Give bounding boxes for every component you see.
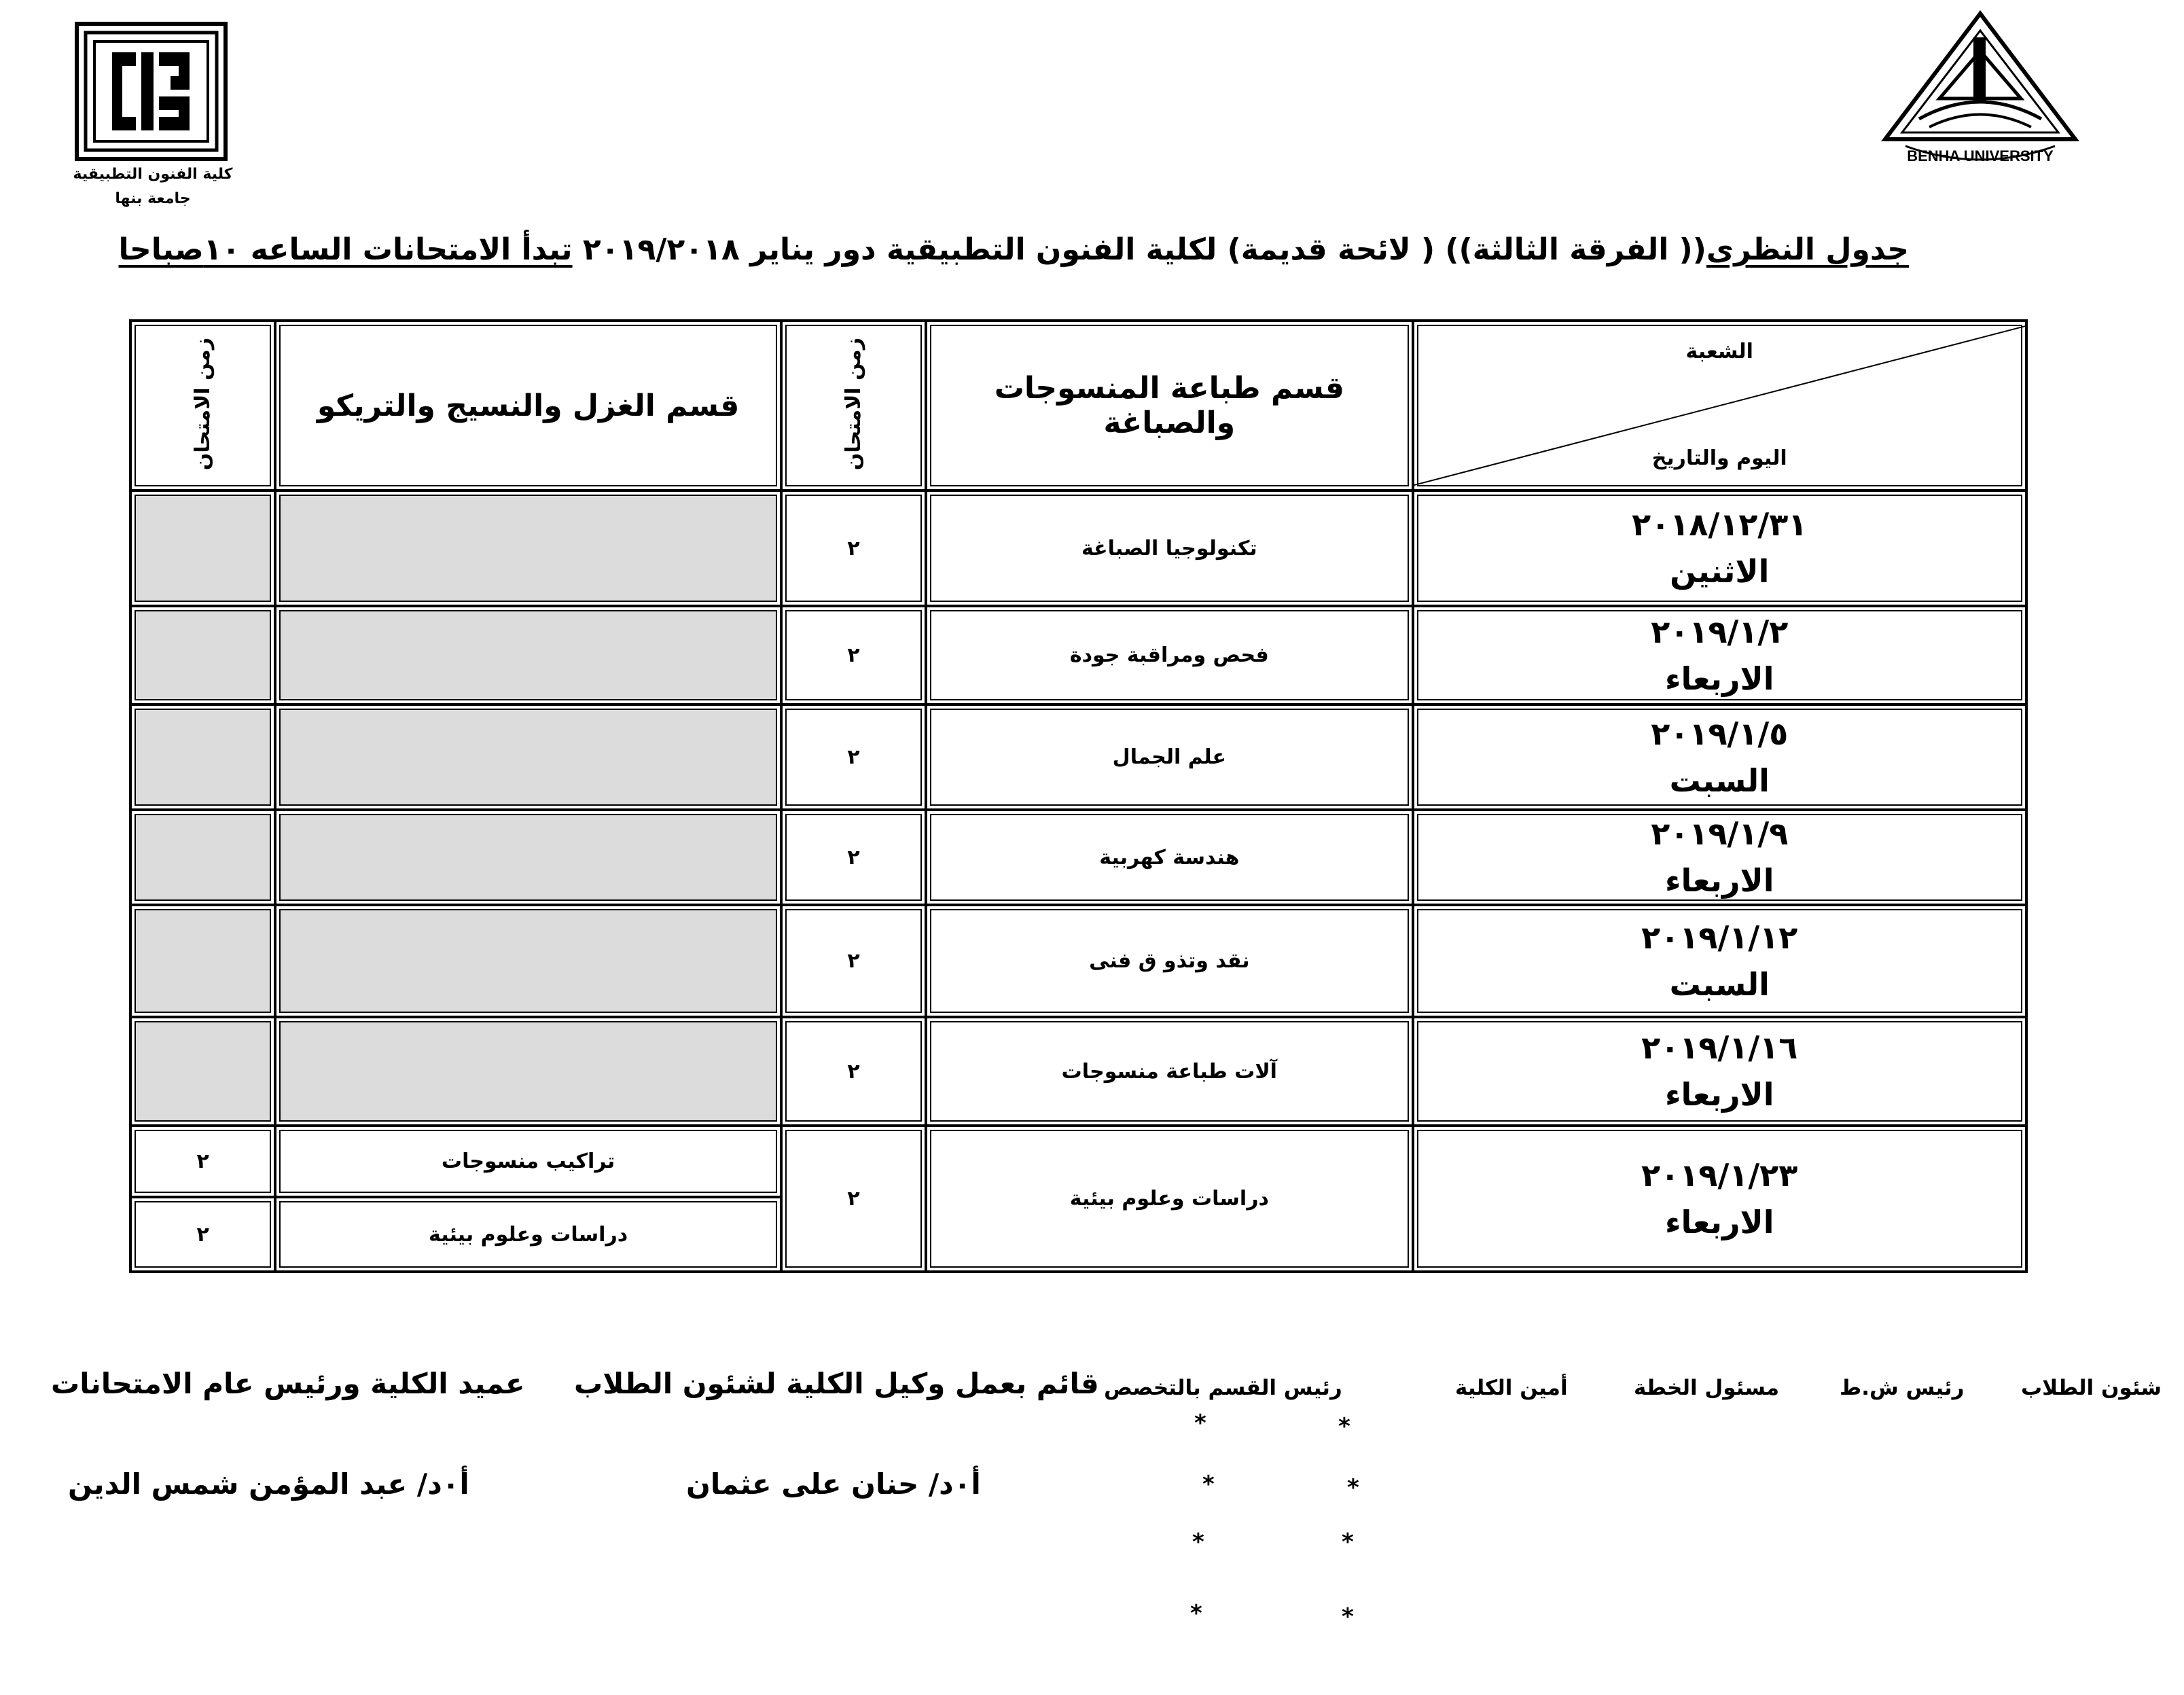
dean-title: عميد الكلية ورئيس عام الامتحانات (51, 1367, 525, 1400)
empty-shaded-cell (275, 490, 781, 606)
duration-cell: ٢ (781, 606, 926, 704)
dept1-header: قسم طباعة المنسوجات والصباغة (926, 321, 1412, 490)
date-cell: ٢٠١٩/١/٥ السبت (1413, 704, 2027, 810)
duration-cell: ٢ (781, 810, 926, 905)
table-header-row (130, 321, 2026, 490)
star-mark: * (1347, 1474, 1359, 1501)
date-cell: ٢٠١٩/١/٢٣ الاربعاء (1413, 1126, 2027, 1272)
subject-cell: آلات طباعة منسوجات (926, 1017, 1412, 1126)
empty-shaded-cell (130, 490, 275, 606)
duration-cell: ٢ (781, 905, 926, 1017)
corner-header-cell (1413, 321, 2027, 490)
faculty-secretary-label: أمين الكلية (1455, 1376, 1568, 1400)
table-row (130, 704, 2026, 810)
vice-dean-name: أ٠د/ حنان على عثمان (686, 1467, 981, 1501)
empty-shaded-cell (130, 606, 275, 704)
student-affairs-label: شئون الطلاب (2021, 1376, 2162, 1400)
page-title (118, 232, 1909, 267)
date-cell: ٢٠١٩/١/٩ الاربعاء (1413, 810, 2027, 905)
date-cell: ٢٠١٩/١/١٢ السبت (1413, 905, 2027, 1017)
duration-cell: ٢ (781, 490, 926, 606)
empty-shaded-cell (275, 704, 781, 810)
empty-shaded-cell (130, 704, 275, 810)
title-tail: تبدأ الامتحانات الساعه ١٠صباحا (118, 232, 573, 267)
empty-shaded-cell (130, 810, 275, 905)
empty-shaded-cell (275, 1017, 781, 1126)
dept-head-label: رئيس القسم بالتخصص (1104, 1376, 1342, 1400)
duration-cell: ٢ (781, 1017, 926, 1126)
subject-cell: فحص ومراقبة جودة (926, 606, 1412, 704)
star-mark: * (1190, 1600, 1202, 1627)
subject-cell: نقد وتذو ق فنى (926, 905, 1412, 1017)
title-lead: جدول النظرى (1706, 232, 1909, 267)
faculty-logo-line2: جامعة بنها (115, 190, 191, 207)
subject-cell: تكنولوجيا الصباغة (926, 490, 1412, 606)
table-row (130, 1126, 2026, 1197)
corner-bottom-label: اليوم والتاريخ (1651, 446, 1787, 470)
university-emblem-icon (1878, 10, 2082, 166)
date-cell: ٢٠١٨/١٢/٣١ الاثنين (1413, 490, 2027, 606)
subject-cell: هندسة كهربية (926, 810, 1412, 905)
date-cell: ٢٠١٩/١/١٦ الاربعاء (1413, 1017, 2027, 1126)
faculty-logo-line1: كلية الفنون التطبيقية (73, 166, 233, 183)
star-mark: * (1338, 1413, 1350, 1440)
faculty-emblem-icon (75, 22, 228, 161)
university-logo (1878, 10, 2082, 166)
subject-cell: تراكيب منسوجات (275, 1126, 781, 1197)
faculty-logo (68, 22, 238, 212)
star-mark: * (1202, 1471, 1215, 1498)
table-row (130, 490, 2026, 606)
table-row (130, 905, 2026, 1017)
star-mark: * (1342, 1603, 1354, 1630)
empty-shaded-cell (275, 606, 781, 704)
head-student-affairs-label: رئيس ش.ط (1840, 1376, 1965, 1400)
empty-shaded-cell (130, 1017, 275, 1126)
duration-cell: ٢ (130, 1126, 275, 1197)
duration-cell: ٢ (781, 704, 926, 810)
subject-cell: دراسات وعلوم بيئية (275, 1197, 781, 1272)
vice-dean-title: قائم بعمل وكيل الكلية لشئون الطلاب (574, 1367, 1099, 1400)
duration-cell: ٢ (781, 1126, 926, 1272)
star-mark: * (1192, 1529, 1204, 1556)
dept1-duration-header: زمن الامتحان (781, 321, 926, 490)
subject-cell: دراسات وعلوم بيئية (926, 1126, 1412, 1272)
table-row (130, 1017, 2026, 1126)
star-mark: * (1194, 1410, 1206, 1437)
corner-top-label: الشعبة (1685, 340, 1753, 363)
star-mark: * (1342, 1529, 1354, 1556)
university-logo-text: BENHA UNIVERSITY (1907, 147, 2054, 164)
duration-cell: ٢ (130, 1197, 275, 1272)
table-row (130, 606, 2026, 704)
plan-officer-label: مسئول الخطة (1634, 1376, 1780, 1400)
empty-shaded-cell (275, 905, 781, 1017)
dept2-header: قسم الغزل والنسيج والتريكو (275, 321, 781, 490)
empty-shaded-cell (130, 905, 275, 1017)
exam-schedule-table (129, 319, 2028, 1273)
subject-cell: علم الجمال (926, 704, 1412, 810)
date-cell: ٢٠١٩/١/٢ الاربعاء (1413, 606, 2027, 704)
table-row (130, 810, 2026, 905)
dept2-duration-header: زمن الامتحان (130, 321, 275, 490)
dean-name: أ٠د/ عبد المؤمن شمس الدين (68, 1467, 469, 1501)
title-middle: (( الفرقة الثالثة)) ( لائحة قديمة) لكلية الفنون التطبيقية دور يناير ٢٠١٩/٢٠١٨ (572, 232, 1706, 267)
empty-shaded-cell (275, 810, 781, 905)
